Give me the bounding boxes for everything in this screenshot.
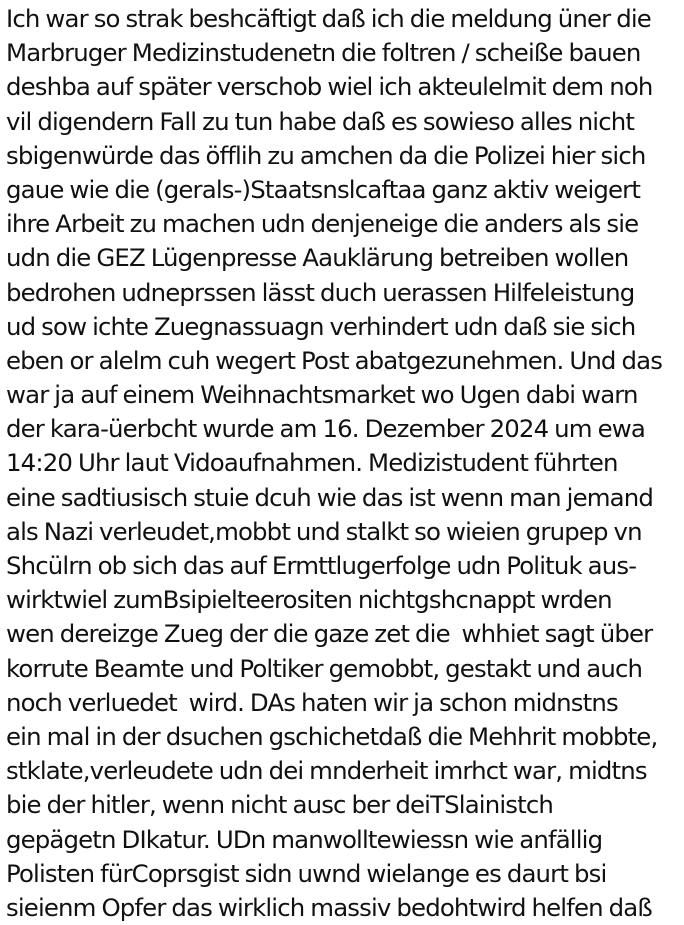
text-line: deshba auf später verschob wiel ich akteulelmit dem noh [6, 72, 653, 102]
text-line: der kara-üerbcht wurde am 16. Dezember 2024 um ewa [6, 414, 645, 444]
text-line: eben or alelm cuh wegert Post abatgezunehmen. Und das [6, 345, 663, 375]
text-line: wen dereizge Zueg der die gaze zet die whhiet sagt über [6, 619, 653, 649]
text-line: Marbruger Medizinstudenetn die foltren / scheiße bauen [6, 38, 641, 68]
text-line: bedrohen udneprssen lässt duch uerassen Hilfeleistung [6, 277, 635, 307]
text-line: ud sow ichte Zuegnassuagn verhindert udn daß sie sich [6, 311, 636, 341]
text-line: korrute Beamte und Poltiker gemobbt, gestakt und auch [6, 653, 643, 683]
text-line: 14:20 Uhr laut Vidoaufnahmen. Medizistudent führten [6, 448, 618, 478]
text-line: Shcülrn ob sich das auf Ermttlugerfolge udn Polituk aus- [6, 551, 637, 580]
text-line: war ja auf einem Weihnachtsmarket wo Ugen dabi warn [6, 380, 638, 410]
text-line: stklate,verleudete udn dei mnderheit imrhct war, midtns [6, 756, 647, 786]
text-line: Polisten fürCoprsgist sidn uwnd wielange es daurt bsi [6, 858, 607, 888]
text-line: wirktwiel zumBsipielteerositen nichtgshcnappt wrden [6, 585, 612, 615]
text-line: noch verluedet wird. DAs haten wir ja schon midnstns [6, 687, 618, 717]
text-line: sieienm Opfer das wirklich massiv bedohtwird helfen daß [6, 892, 652, 922]
text-line: gaue wie die (gerals-)Staatsnslcaftaa ganz aktiv weigert [6, 174, 641, 204]
text-line: als Nazi verleudet,mobbt und stalkt so wieien grupep vn [6, 516, 642, 546]
text-line: ein mal in der dsuchen gschichetdaß die Mehhrit mobbte, [6, 721, 658, 751]
text-line: udn die GEZ Lügenpresse Aauklärung betreiben wollen [6, 243, 629, 273]
text-line: sbigenwürde das öfflih zu amchen da die Polizei hier sich [6, 140, 646, 170]
text-line: eine sadtiusisch stuie dcuh wie das ist wenn man jemand [6, 482, 653, 512]
text-line: bie der hitler, wenn nicht ausc ber deiTSlainistch [6, 790, 554, 820]
text-line: vil digendern Fall zu tun habe daß es sowieso alles nicht [6, 106, 635, 136]
document-text [6, 2, 684, 925]
text-line: Ich war so strak beshcäftigt daß ich die meldung üner die [6, 4, 651, 33]
text-line: ihre Arbeit zu machen udn denjeneige die anders als sie [6, 209, 639, 239]
text-line: gepägetn DIkatur. UDn manwolltewiessn wie anfällig [6, 824, 603, 854]
